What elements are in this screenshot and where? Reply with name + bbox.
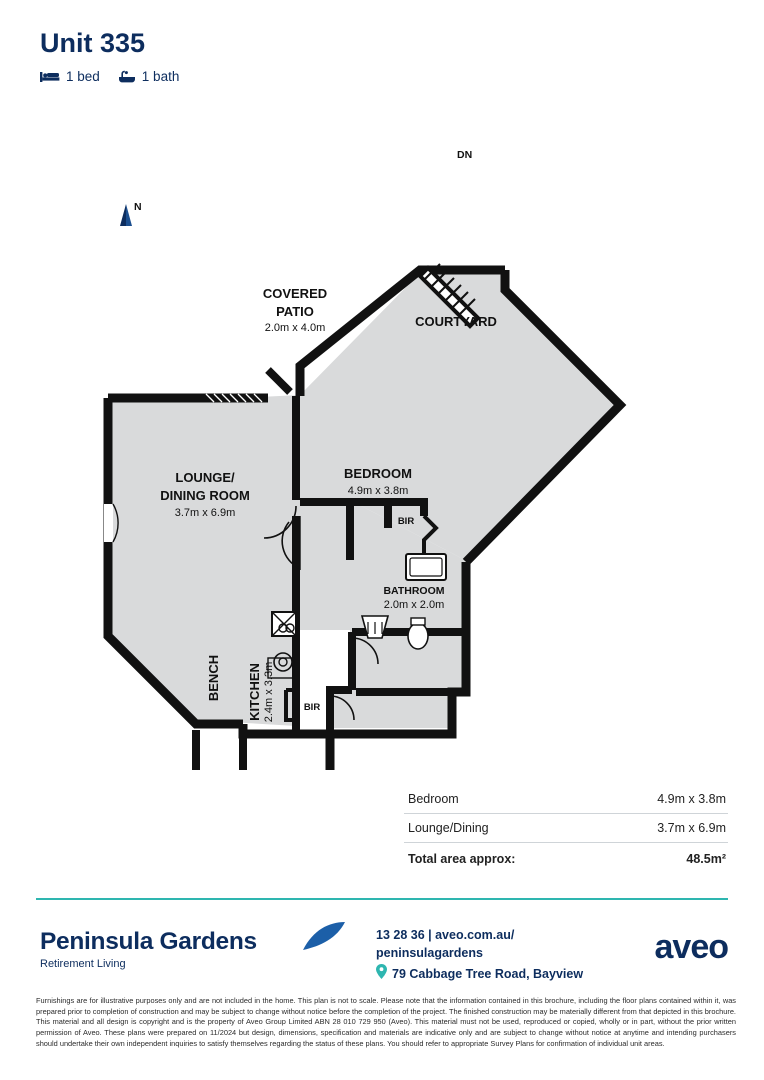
page-title: Unit 335 (40, 28, 146, 58)
table-row-total (404, 843, 728, 873)
bed-count-label: 1 bed (66, 69, 100, 84)
document-header (40, 28, 179, 84)
leaf-icon (301, 920, 347, 959)
floor-plan (0, 130, 764, 770)
label-bir-upper: BIR (397, 516, 415, 527)
label-lounge-line1: LOUNGE/ (175, 470, 235, 485)
bath-spec (118, 69, 180, 84)
row-label: Lounge/Dining (408, 821, 489, 835)
label-kitchen-dim: 2.4m x 3.3m (263, 661, 275, 723)
label-courtyard: COURTYARD (415, 314, 497, 329)
brand-tagline: Retirement Living (40, 958, 126, 970)
row-label: Bedroom (408, 792, 459, 806)
row-value: 3.7m x 6.9m (657, 821, 726, 835)
area-schedule (404, 785, 728, 873)
label-bathroom-dim: 2.0m x 2.0m (383, 599, 445, 611)
label-bathroom: BATHROOM (383, 585, 445, 597)
label-patio-line2: PATIO (276, 304, 314, 319)
label-bench: BENCH (206, 654, 221, 702)
bath-count-label: 1 bath (141, 69, 180, 84)
bed-icon (40, 70, 60, 84)
compass (120, 201, 142, 226)
address-text: 79 Cabbage Tree Road, Bayview (392, 967, 584, 982)
entry-door (104, 504, 118, 542)
label-bedroom-dim: 4.9m x 3.8m (347, 485, 409, 497)
phone-web-line1[interactable]: 13 28 36 | aveo.com.au/ (376, 928, 515, 942)
phone-web-line2[interactable]: peninsulagardens (376, 946, 483, 961)
map-pin-icon (376, 964, 387, 984)
total-value: 48.5m² (686, 852, 726, 866)
brand-name: Peninsula Gardens (40, 928, 257, 955)
footer-divider (36, 898, 728, 900)
disclaimer-text: Furnishings are for illustrative purposes only and are not included in the home. This plan is not to scale. Please note that the information contained in this brochure, including the floor plans contained within it, was prepared prior to completion of construction and may be subject to change without notice before the completion of the project. The finished construction may be materially different from that depicted in this brochure. This material and all design is copyright and is the property of Aveo Group Limited ABN 28 010 729 950 (Aveo). This material must not be used, reproduced or copied, wholly or in part, without the prior written permission of Aveo. These plans were prepared on 11/2024 but design, dimensions, specification and materials are indicative only and are subject to change without notice at anytime and intending purchasers should undertake their own independent inquiries to satisfy themselves regarding the status of these plans. You should refer to appropriate Survey Plans for confirmation of individual unit areas. (36, 996, 736, 1048)
unit-specs (40, 69, 179, 84)
aveo-logo: aveo (654, 928, 728, 966)
address-line (376, 964, 583, 984)
label-kitchen: KITCHEN (247, 663, 262, 721)
bath-icon (118, 70, 136, 84)
table-row (404, 785, 728, 814)
brand-block (40, 928, 257, 970)
table-row (404, 814, 728, 843)
footer (36, 920, 728, 990)
contact-block (376, 926, 583, 984)
row-value: 4.9m x 3.8m (657, 792, 726, 806)
label-bedroom: BEDROOM (344, 466, 412, 481)
label-lounge-line2: DINING ROOM (160, 488, 250, 503)
label-patio-line1: COVERED (262, 286, 328, 301)
total-label: Total area approx: (408, 852, 516, 866)
label-lounge-dim: 3.7m x 6.9m (174, 507, 236, 519)
compass-label: N (134, 201, 142, 213)
label-bir-lower: BIR (303, 702, 321, 713)
bed-spec (40, 69, 100, 84)
label-patio-dim: 2.0m x 4.0m (264, 322, 326, 334)
stair-label: DN (457, 149, 473, 161)
